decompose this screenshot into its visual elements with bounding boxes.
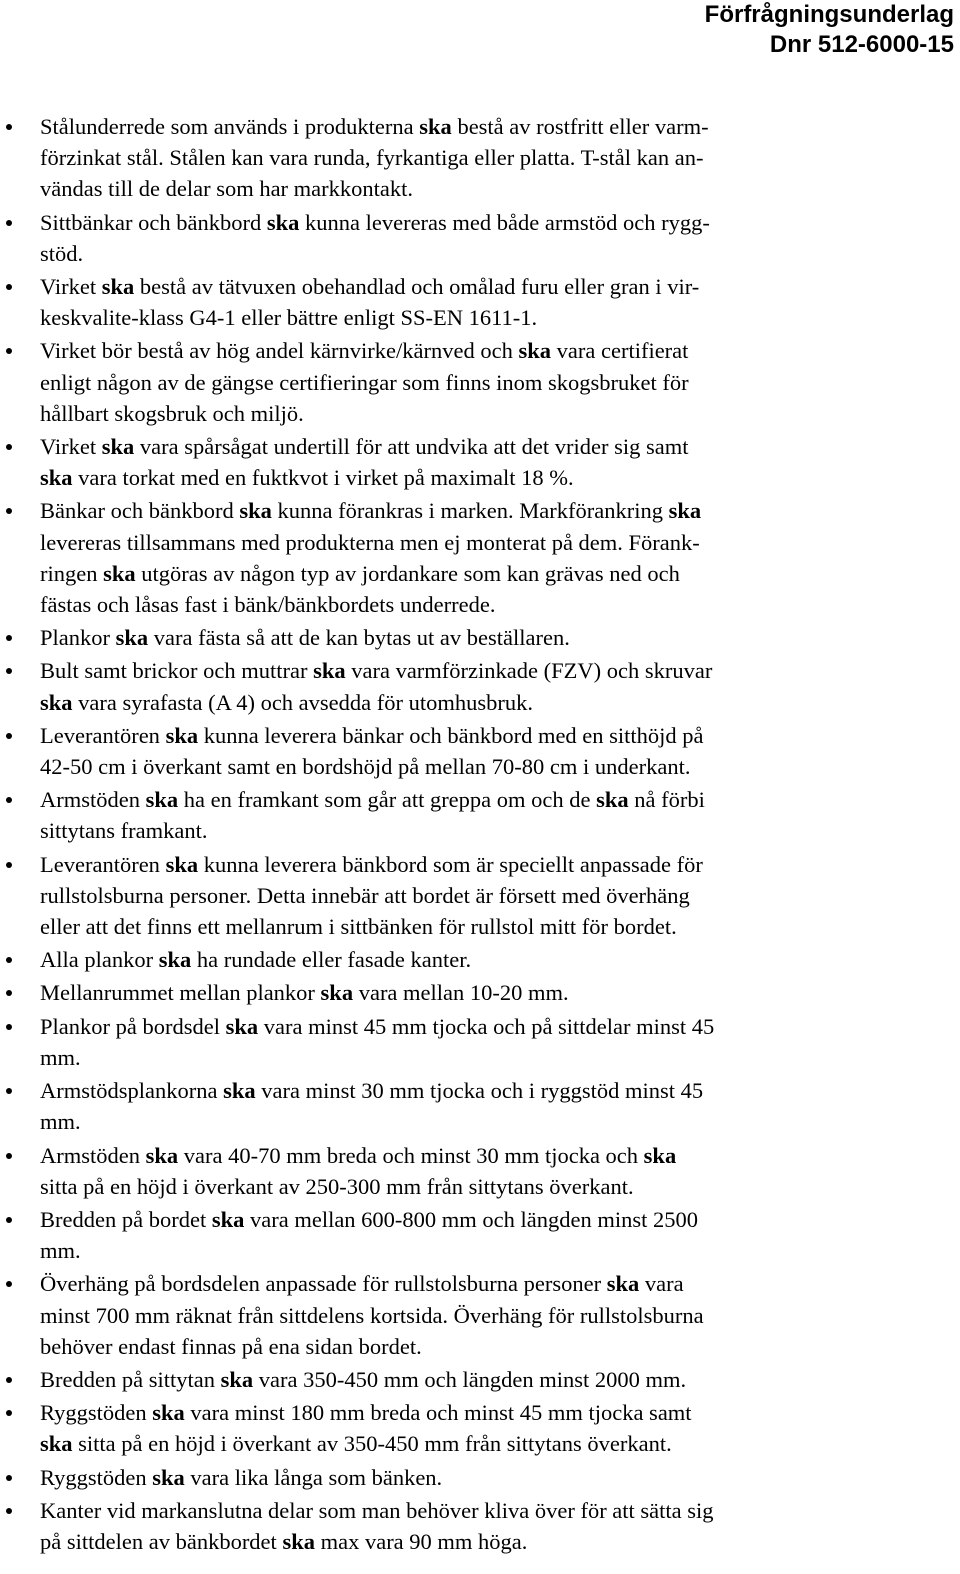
list-item: Sittbänkar och bänkbord ska kunna levereras med både armstöd och rygg- stöd. (0, 207, 960, 269)
list-item: Plankor på bordsdel ska vara minst 45 mm tjocka och på sittdelar minst 45 mm. (0, 1011, 960, 1073)
list-item: Bänkar och bänkbord ska kunna förankras i marken. Markförankring ska levereras tillsammans med produkterna men ej monterat på dem. Förank- ringen ska utgöras av någon typ av jordankare som kan grävas ned och fästas och låsas fast i bänk/bänkbordets underrede. (0, 495, 960, 620)
header-title: Förfrågningsunderlag (704, 1, 954, 28)
emphasis-text: ska (668, 498, 702, 524)
emphasis-text: ska (643, 1142, 677, 1168)
list-item: Plankor ska vara fästa så att de kan bytas ut av beställaren. (0, 622, 960, 653)
emphasis-text: ska (152, 1400, 185, 1426)
requirements-list (0, 111, 960, 1559)
list-item: Armstöden ska ha en framkant som går att greppa om och de ska nå förbi sittytans framkant. (0, 784, 960, 846)
emphasis-text: ska (266, 209, 300, 235)
bullet-icon (6, 990, 12, 996)
emphasis-text: ska (158, 947, 192, 973)
emphasis-text: ska (40, 1431, 73, 1457)
bullet-icon (6, 635, 12, 641)
header-reference-number: Dnr 512-6000-15 (769, 31, 954, 58)
document-header (705, 0, 954, 60)
emphasis-text: ska (419, 114, 452, 139)
list-item: Leverantören ska kunna leverera bänkbord som är speciellt anpassade för rullstolsburna personer. Detta innebär att bordet är försett med överhäng eller att det finns ett mellanrum i sittbänken för rullstol mitt för bordet. (0, 849, 960, 943)
emphasis-text: ska (320, 980, 354, 1006)
emphasis-text: ska (103, 560, 136, 586)
emphasis-text: ska (313, 658, 346, 684)
list-item: Kanter vid markanslutna delar som man behöver kliva över för att sätta sig på sittdelen av bänkbordet ska max vara 90 mm höga. (0, 1495, 960, 1557)
list-item: Armstödsplankorna ska vara minst 30 mm tjocka och i ryggstöd minst 45 mm. (0, 1075, 960, 1137)
emphasis-text: ska (40, 689, 73, 715)
bullet-icon (6, 124, 12, 130)
list-item: Överhäng på bordsdelen anpassade för rullstolsburna personer ska vara minst 700 mm räknat från sittdelens kortsida. Överhäng för rullstolsburna behöver endast finnas på ena sidan bordet. (0, 1268, 960, 1362)
list-item: Mellanrummet mellan plankor ska vara mellan 10-20 mm. (0, 977, 960, 1008)
list-item: Ryggstöden ska vara minst 180 mm breda och minst 45 mm tjocka samt ska sitta på en höjd i överkant av 350-450 mm från sittytans överkant. (0, 1397, 960, 1459)
emphasis-text: ska (282, 1528, 315, 1554)
bullet-icon (6, 508, 12, 514)
bullet-icon (6, 220, 12, 226)
list-item: Virket ska vara spårsågat undertill för att undvika att det vrider sig samt ska vara torkat med en fuktkvot i virket på maximalt 18 %. (0, 431, 960, 493)
emphasis-text: ska (145, 1142, 179, 1168)
list-item: Virket bör bestå av hög andel kärnvirke/kärnved och ska vara certifierat enligt någon av de gängse certifieringar som finns inom skogsbruket för hållbart skogsbruk och miljö. (0, 335, 960, 429)
bullet-icon (6, 444, 12, 450)
emphasis-text: ska (165, 722, 199, 748)
bullet-icon (6, 1153, 12, 1159)
bullet-icon (6, 1024, 12, 1030)
emphasis-text: ska (223, 1078, 256, 1104)
list-item: Alla plankor ska ha rundade eller fasade kanter. (0, 944, 960, 975)
emphasis-text: ska (145, 787, 179, 813)
bullet-icon (6, 733, 12, 739)
bullet-icon (6, 1377, 12, 1383)
emphasis-text: ska (225, 1013, 259, 1039)
bullet-icon (6, 1217, 12, 1223)
bullet-icon (6, 862, 12, 868)
bullet-icon (6, 284, 12, 290)
emphasis-text: ska (239, 498, 272, 524)
bullet-icon (6, 668, 12, 674)
bullet-icon (6, 957, 12, 963)
emphasis-text: ska (101, 434, 135, 460)
list-item: Ryggstöden ska vara lika långa som bänken. (0, 1462, 960, 1493)
bullet-icon (6, 1475, 12, 1481)
emphasis-text: ska (152, 1464, 185, 1490)
list-item: Bult samt brickor och muttrar ska vara varmförzinkade (FZV) och skruvar ska vara syrafasta (A 4) och avsedda för utomhusbruk. (0, 655, 960, 717)
emphasis-text: ska (596, 787, 629, 813)
list-item: Bredden på bordet ska vara mellan 600-800 mm och längden minst 2500 mm. (0, 1204, 960, 1266)
bullet-icon (6, 1281, 12, 1287)
emphasis-text: ska (518, 338, 552, 364)
emphasis-text: ska (40, 465, 73, 491)
list-item: Virket ska bestå av tätvuxen obehandlad och omålad furu eller gran i vir- keskvalite-klass G4-1 eller bättre enligt SS-EN 1611-1. (0, 271, 960, 333)
emphasis-text: ska (165, 851, 199, 877)
bullet-icon (6, 348, 12, 354)
emphasis-text: ska (115, 625, 149, 651)
emphasis-text: ska (220, 1366, 254, 1392)
bullet-icon (6, 1088, 12, 1094)
emphasis-text: ska (606, 1271, 640, 1297)
bullet-icon (6, 797, 12, 803)
emphasis-text: ska (211, 1206, 245, 1232)
list-item: Leverantören ska kunna leverera bänkar och bänkbord med en sitthöjd på 42-50 cm i överkant samt en bordshöjd på mellan 70-80 cm i underkant. (0, 720, 960, 782)
bullet-icon (6, 1410, 12, 1416)
emphasis-text: ska (101, 274, 135, 300)
bullet-icon (6, 1508, 12, 1514)
list-item: Armstöden ska vara 40-70 mm breda och minst 30 mm tjocka och ska sitta på en höjd i överkant av 250-300 mm från sittytans överkant. (0, 1140, 960, 1202)
list-item: Bredden på sittytan ska vara 350-450 mm och längden minst 2000 mm. (0, 1364, 960, 1395)
list-item: Stålunderrede som används i produkterna ska bestå av rostfritt eller varm- förzinkat stål. Stålen kan vara runda, fyrkantiga eller platta. T-stål kan an- vändas till de delar som har markkontakt. (0, 111, 960, 205)
